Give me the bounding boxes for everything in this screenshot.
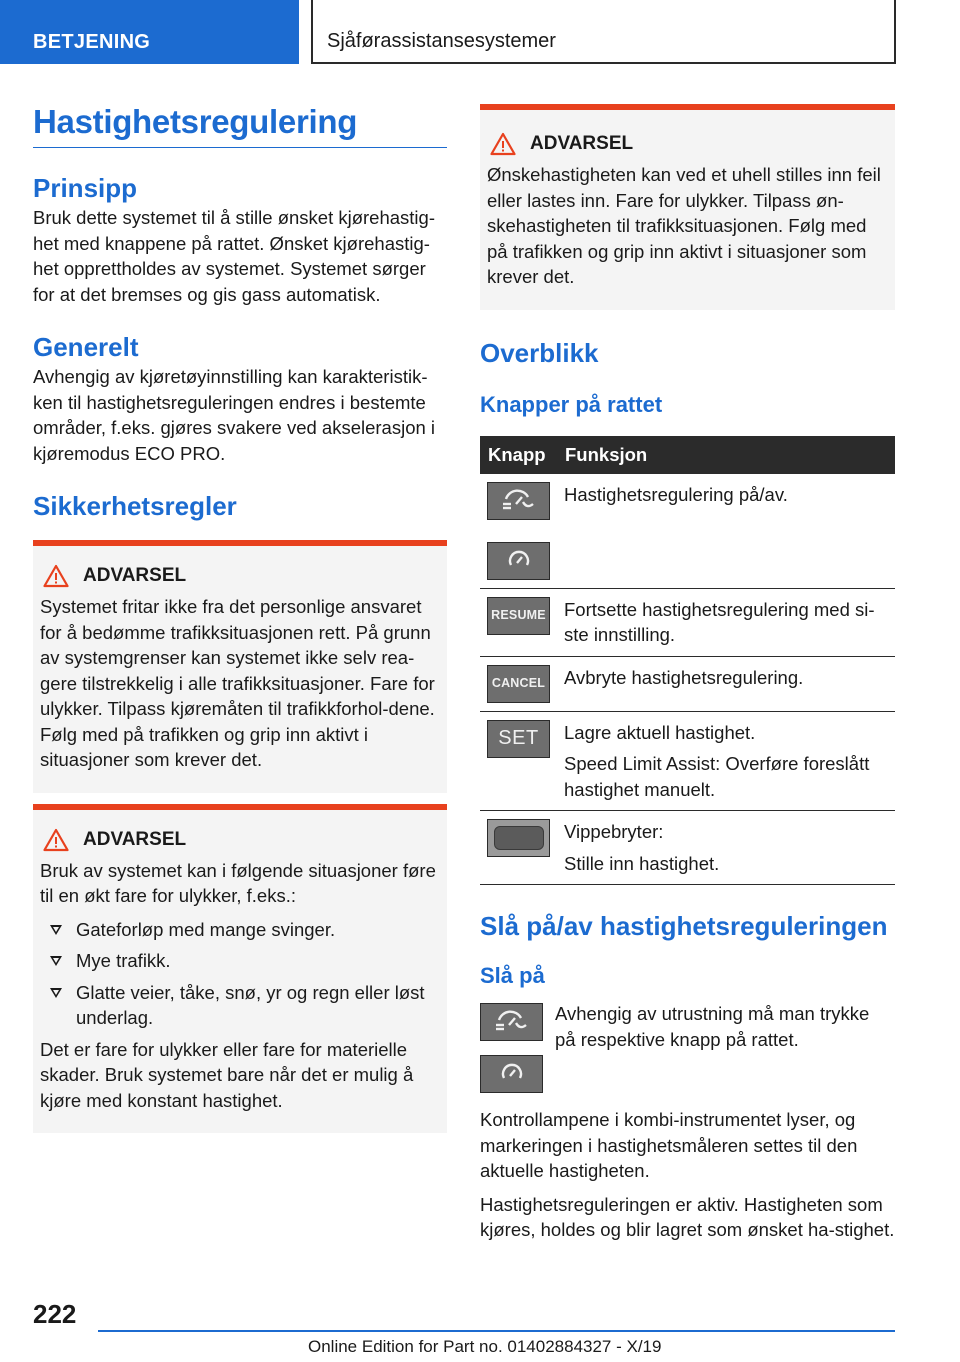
list-item: Mye trafikk.: [40, 948, 440, 974]
left-column: [33, 100, 447, 1133]
chapter-title: Sjåførassistansesystemer: [311, 0, 896, 64]
buttons-heading: Knapper på rattet: [480, 391, 663, 417]
safety-heading: Sikkerhetsregler: [33, 491, 237, 521]
warning-title: ADVARSEL: [40, 564, 440, 588]
page-title: Hastighetsregulering: [33, 100, 447, 148]
table-cell-function: Fortsette hastighetsregulering med si-ste innstilling.: [557, 588, 895, 656]
table-header-key: Knapp: [480, 436, 557, 474]
bullet-triangle-icon: [50, 956, 62, 966]
lamp-text: Kontrollampene i kombi-instrumentet lyser, og markeringen i hastighetsmåleren settes til den aktuelle hastigheten.: [480, 1109, 858, 1181]
on-instruction: [480, 1001, 895, 1093]
list-item: Glatte veier, tåke, snø, yr og regn eller løst underlag.: [40, 980, 440, 1031]
on-heading: Slå på: [480, 963, 545, 988]
footer-divider: [98, 1330, 895, 1332]
table-row: [480, 711, 895, 811]
rocker-switch-button: [487, 819, 550, 857]
cancel-button: CANCEL: [487, 665, 550, 703]
table-cell-function: Hastighetsregulering på/av.: [557, 474, 895, 589]
warning-title: ADVARSEL: [40, 828, 440, 852]
on-text: Avhengig av utrustning må man trykke på respektive knapp på rattet.: [555, 1003, 870, 1050]
table-cell-function: Vippebryter:: [564, 821, 664, 842]
warning-text: Ønskehastigheten kan ved et uhell stilles inn feil eller lastes inn. Fare for ulykker. Tilpass øn-skehastigheten til trafikksituasjonen. Følg med på trafikken og grip inn aktivt i situasjoner som krever det.: [487, 164, 881, 287]
edition-text: Online Edition for Part no. 01402884327 - X/19: [308, 1337, 662, 1356]
overview-heading: Overblikk: [480, 337, 599, 368]
bullet-triangle-icon: [50, 925, 62, 935]
table-cell-function-note: Speed Limit Assist: Overføre foreslått hastighet manuelt.: [564, 753, 870, 800]
cruise-control-button: [487, 482, 550, 520]
right-column: [480, 104, 895, 1243]
warning-text: Systemet fritar ikke fra det personlige ansvaret for å bedømme trafikksituasjonen rett. På grunn av systemgrenser kan systemet ikke selv rea-gere tilstrekkelig i alle trafikksituasjoner. Fare for ulykker. Tilpass kjøremåten til trafikkforhol-dene. Følg med på trafikken og grip inn aktivt i situasjoner som krever det.: [40, 596, 435, 770]
cruise-control-button: [480, 1003, 543, 1041]
general-heading: Generelt: [33, 332, 139, 362]
table-row: [480, 588, 895, 656]
table-cell-function-note: Stille inn hastighet.: [564, 852, 720, 874]
section-tab: BETJENING: [0, 0, 299, 64]
warning-triangle-icon: [43, 828, 69, 852]
table-row: [480, 656, 895, 711]
rocker-switch-icon: [494, 826, 544, 850]
cruise-control-icon: [498, 1060, 526, 1088]
bullet-triangle-icon: [50, 988, 62, 998]
table-row: [480, 474, 895, 589]
cruise-control-button-alt: [480, 1055, 543, 1093]
cruise-control-icon: [505, 547, 533, 575]
cruise-control-icon: [497, 487, 541, 515]
warning-box-1: [33, 540, 447, 793]
warning-list: [40, 917, 440, 1031]
switch-heading: Slå på/av hastighetsreguleringen: [480, 911, 888, 941]
active-text: Hastighetsreguleringen er aktiv. Hastigheten som kjøres, holdes og blir lagret som ønsket ha-stighet.: [480, 1193, 895, 1240]
warning-title: ADVARSEL: [487, 132, 888, 156]
warning-triangle-icon: [43, 564, 69, 588]
warning-box-2: [33, 804, 447, 1134]
cruise-control-icon: [490, 1008, 534, 1036]
warning-triangle-icon: [490, 132, 516, 156]
general-text: Avhengig av kjøretøyinnstilling kan karakteristik-ken til hastighetsreguleringen endres i bestemte områder, f.eks. gjøres svakere ved akselerasjon i kjøremodus ECO PRO.: [33, 366, 436, 464]
principle-heading: Prinsipp: [33, 173, 138, 203]
principle-text: Bruk dette systemet til å stille ønsket kjørehastig-het med knappene på rattet. Ønsket kjørehastig-het opprettholdes av systemet. Systemet sørger for at det bremses og gis gass automatisk.: [33, 207, 435, 305]
table-row: [480, 811, 895, 885]
table-header-function: Funksjon: [557, 436, 895, 474]
set-button: SET: [487, 720, 550, 758]
warning-outro: Det er fare for ulykker eller fare for materielle skader. Bruk systemet bare når det er mulig å kjøre med konstant hastighet.: [40, 1038, 414, 1111]
resume-button: RESUME: [487, 597, 550, 635]
warning-intro: Bruk av systemet kan i følgende situasjoner føre til en økt fare for ulykker, f.eks.:: [40, 859, 436, 906]
page-number: 222: [33, 1299, 77, 1329]
table-cell-function: Lagre aktuell hastighet.: [564, 721, 756, 743]
table-cell-function: Avbryte hastighetsregulering.: [557, 656, 895, 711]
buttons-table: [480, 436, 895, 886]
warning-box-3: [480, 104, 895, 310]
page-header: [0, 0, 960, 66]
list-item: Gateforløp med mange svinger.: [40, 917, 440, 943]
cruise-control-button-alt: [487, 542, 550, 580]
